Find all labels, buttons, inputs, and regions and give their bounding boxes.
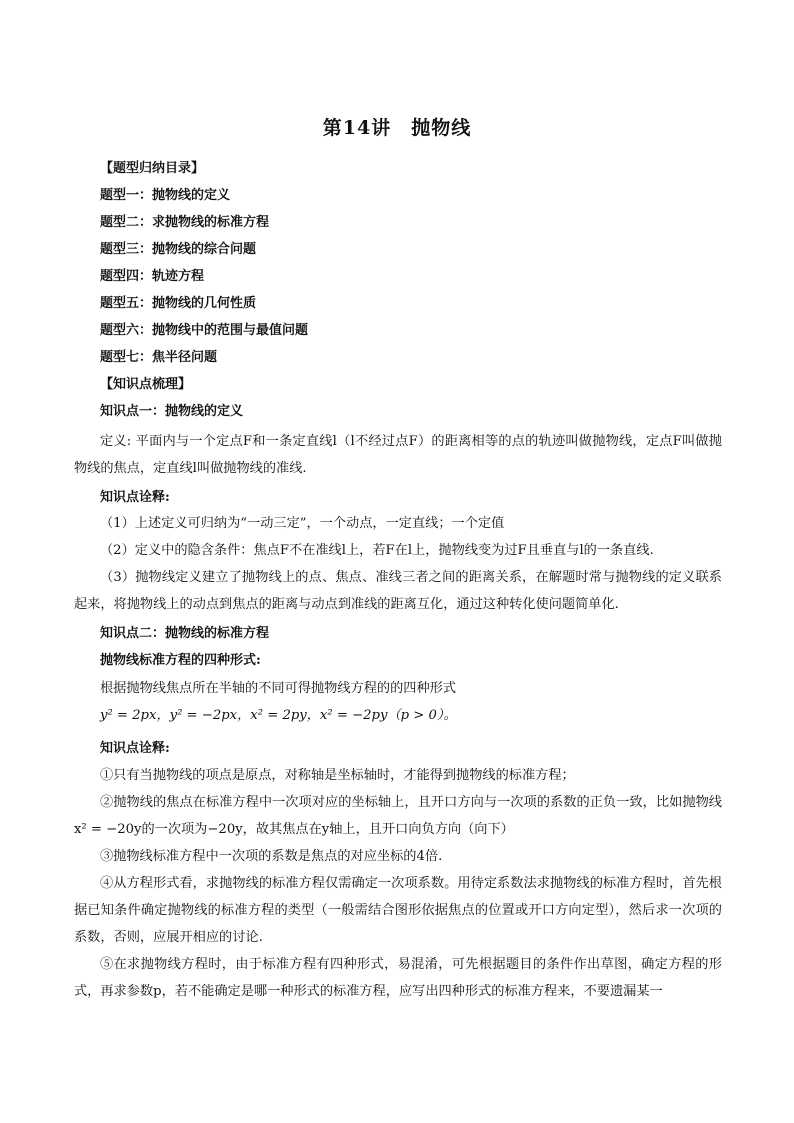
catalog-item: 题型一：抛物线的定义	[100, 188, 231, 203]
kp2-intro-block	[74, 675, 722, 729]
kp1-definition	[74, 428, 722, 482]
catalog-item: 题型三：抛物线的综合问题	[100, 242, 257, 257]
catalog-header: 【题型归纳目录】	[100, 161, 205, 176]
kp2-note: ③抛物线标准方程中一次项的系数是焦点的对应坐标的4倍.	[100, 849, 443, 864]
kp2-subtitle: 抛物线标准方程的四种形式:	[100, 653, 261, 668]
kp1-definition-text: 定义: 平面内与一个定点F和一条定直线l（l不经过点F）的距离相等的点的轨迹叫做抛物线，定点F叫做抛物线的焦点，定直线l叫做抛物线的准线.	[74, 434, 722, 476]
catalog-item: 题型二：求抛物线的标准方程	[100, 215, 270, 230]
catalog-item: 题型四：轨迹方程	[100, 269, 205, 284]
kp1-note-title: 知识点诠释:	[100, 490, 170, 505]
kp2-notes	[74, 762, 722, 1005]
kp2-intro: 根据抛物线焦点所在半轴的不同可得抛物线方程的的四种形式	[100, 681, 457, 696]
kp1-title: 知识点一：抛物线的定义	[100, 404, 244, 419]
kp2-note: ①只有当抛物线的项点是原点，对称轴是坐标轴时，才能得到抛物线的标准方程；	[100, 768, 575, 783]
catalog-item: 题型七：焦半径问题	[100, 350, 218, 365]
kp1-note: （3）抛物线定义建立了抛物线上的点、焦点、准线三者之间的距离关系，在解题时常与抛物线的定义联系起来，将抛物线上的动点到焦点的距离与动点到准线的距离互化，通过这种转化使问题简单化.	[74, 570, 722, 612]
kp2-note-title: 知识点诠释:	[100, 741, 170, 756]
kp2-note: ②抛物线的焦点在标准方程中一次项对应的坐标轴上，且开口方向与一次项的系数的正负一致，比如抛物线x² = −20y的一次项为−20y，故其焦点在y轴上，且开口向负方向（向下）	[74, 795, 722, 837]
kp2-note: ④从方程形式看，求抛物线的标准方程仅需确定一次项系数。用待定系数法求抛物线的标准方程时，首先根据已知条件确定抛物线的标准方程的类型（一般需结合图形依据焦点的位置或开口方向定型），然后求一次项的系数，否则，应展开相应的讨论.	[74, 876, 722, 945]
kp1-note: （1）上述定义可归纳为“一动三定”，一个动点，一定直线；一个定值	[100, 516, 505, 531]
catalog-item: 题型五：抛物线的几何性质	[100, 296, 257, 311]
catalog-item: 题型六：抛物线中的范围与最值问题	[100, 323, 309, 338]
page-title: 第14讲 抛物线	[322, 117, 472, 139]
kp1-note: （2）定义中的隐含条件：焦点F不在准线l上，若F在l上，抛物线变为过F且垂直与l的一条直线.	[100, 543, 654, 558]
kp2-title: 知识点二：抛物线的标准方程	[100, 626, 270, 641]
kp2-note: ⑤在求抛物线方程时，由于标准方程有四种形式，易混淆，可先根据题目的条件作出草图，确定方程的形式，再求参数p，若不能确定是哪一种形式的标准方程，应写出四种形式的标准方程来，不要遗漏某一	[74, 957, 722, 999]
knowledge-header: 【知识点梳理】	[100, 377, 192, 392]
kp1-notes	[74, 510, 722, 618]
kp2-forms: y² = 2px，y² = −2px，x² = 2py，x² = −2py（p > 0）。	[100, 708, 457, 723]
